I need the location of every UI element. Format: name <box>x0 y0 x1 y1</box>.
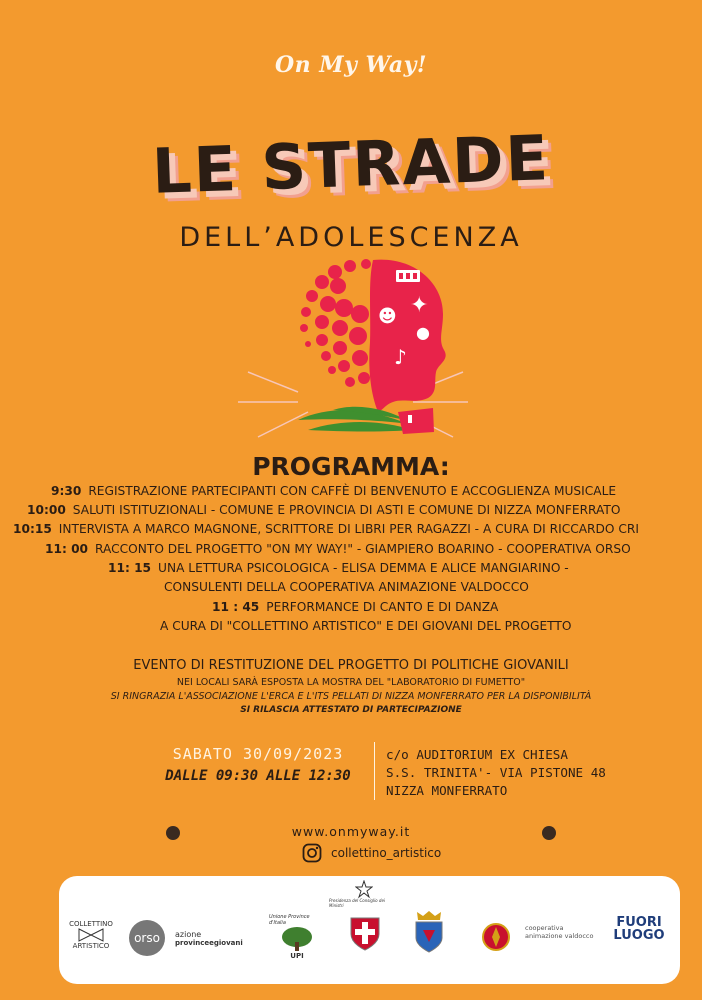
item-text: INTERVISTA A MARCO MAGNONE, SCRITTORE DI LIBRI PER RAGAZZI - A CURA DI RICCARDO CRI <box>58 522 639 536</box>
event-hours: DALLE 09:30 ALLE 12:30 <box>165 768 351 784</box>
palette-icon: ● <box>416 323 430 342</box>
divider <box>374 742 375 800</box>
sponsor-label: azione <box>175 930 202 939</box>
theatre-masks-icon: ☻ <box>378 306 397 327</box>
sponsor-label: cooperativa animazione valdocco <box>525 924 594 940</box>
event-exhibit: NEI LOCALI SARÀ ESPOSTA LA MOSTRA DEL "LABORATORIO DI FUMETTO" <box>176 677 526 688</box>
sponsor-label: orso <box>134 931 160 945</box>
instagram-handle[interactable] <box>302 843 441 863</box>
item-time: 11: 15 <box>108 561 152 575</box>
website-link[interactable]: www.onmyway.it <box>291 824 411 839</box>
list-item <box>13 522 702 536</box>
venue-line: S.S. TRINITA'- VIA PISTONE 48 <box>386 765 606 780</box>
item-text: SALUTI ISTITUZIONALI - COMUNE E PROVINCIA DI ASTI E COMUNE DI NIZZA MONFERRATO <box>72 503 621 517</box>
instagram-text: collettino_artistico <box>331 846 442 860</box>
item-time: 10:15 <box>13 522 52 536</box>
item-time: 11: 00 <box>45 542 89 556</box>
list-item <box>160 619 571 633</box>
title-wrap <box>0 121 702 208</box>
item-text: A CURA DI "COLLETTINO ARTISTICO" E DEI GIOVANI DEL PROGETTO <box>160 619 572 633</box>
sponsor-label: Presidenza del Consiglio dei Ministri <box>329 898 386 908</box>
flower-stem <box>298 407 413 432</box>
venue-line: NIZZA MONFERRATO <box>386 783 508 798</box>
sponsors-panel <box>59 876 680 984</box>
head-shape <box>369 260 445 412</box>
crest-icon <box>482 920 510 954</box>
main-title: LE STRADE <box>150 121 552 208</box>
nizza-coat-of-arms <box>409 910 449 954</box>
sponsor-label: LUOGO <box>613 928 665 943</box>
sponsor-label: FUORI <box>616 915 662 930</box>
orso-logo <box>129 920 165 956</box>
sponsor-label: provinceegiovani <box>175 939 243 947</box>
sponsor-label: ARTISTICO <box>72 942 110 950</box>
list-item <box>51 484 616 498</box>
emblem-icon <box>355 880 373 898</box>
fuori-luogo-logo <box>613 915 665 943</box>
shield-icon <box>349 914 381 952</box>
valdocco-logo <box>525 924 595 940</box>
flower-cup <box>398 408 434 434</box>
on-my-way-logo: On My Way! <box>274 52 428 78</box>
programma-heading: PROGRAMMA: <box>252 452 450 481</box>
main-subtitle: DELL’ADOLESCENZA <box>179 222 523 253</box>
sponsor-label: Unione Province d'Italia <box>269 914 310 926</box>
item-text: REGISTRAZIONE PARTECIPANTI CON CAFFÈ DI BENVENUTO E ACCOGLIENZA MUSICALE <box>88 484 617 498</box>
presidenza-logo <box>329 880 399 908</box>
instagram-icon <box>302 843 322 863</box>
list-item <box>108 561 569 575</box>
collettino-logo <box>67 920 115 950</box>
music-note-icon: ♪ <box>394 345 407 369</box>
dots-pattern <box>300 259 371 387</box>
list-item <box>212 600 498 614</box>
municipal-coat-of-arms <box>479 920 513 954</box>
item-text: RACCONTO DEL PROGETTO "ON MY WAY!" - GIAMPIERO BOARINO - COOPERATIVA ORSO <box>95 542 631 556</box>
sponsor-label: COLLETTINO <box>69 920 113 928</box>
list-item <box>45 542 631 556</box>
venue-block <box>386 746 606 800</box>
tree-icon <box>280 926 314 952</box>
venue-line: c/o AUDITORIUM EX CHIESA <box>386 747 568 762</box>
event-info <box>0 658 702 715</box>
date-block <box>148 745 368 784</box>
event-title: EVENTO DI RESTITUZIONE DEL PROGETTO DI POLITICHE GIOVANILI <box>133 658 569 673</box>
azione-province-giovani-logo <box>175 930 245 947</box>
item-time: 11 : 45 <box>212 600 260 614</box>
list-item <box>27 503 620 517</box>
event-thanks: SI RINGRAZIA L'ASSOCIAZIONE L'ERCA E L'ITS PELLATI DI NIZZA MONFERRATO PER LA DISPONIBILITÀ <box>110 691 592 702</box>
head-illustration <box>238 252 468 452</box>
upi-logo <box>269 914 325 960</box>
crown-shield-icon <box>413 910 445 954</box>
item-text: UNA LETTURA PSICOLOGICA - ELISA DEMMA E ALICE MANGIARINO - <box>158 561 569 575</box>
item-text: PERFORMANCE DI CANTO E DI DANZA <box>266 600 499 614</box>
event-certificate: SI RILASCIA ATTESTATO DI PARTECIPAZIONE <box>240 705 462 715</box>
asti-coat-of-arms <box>345 914 385 952</box>
sponsor-label: UPI <box>290 952 304 960</box>
item-text: CONSULENTI DELLA COOPERATIVA ANIMAZIONE VALDOCCO <box>164 580 529 594</box>
item-time: 10:00 <box>27 503 66 517</box>
dancer-icon: ✦ <box>410 293 429 318</box>
item-time: 9:30 <box>51 484 82 498</box>
list-item <box>164 580 529 594</box>
event-date: SABATO 30/09/2023 <box>172 745 344 763</box>
bowtie-icon <box>78 928 104 942</box>
